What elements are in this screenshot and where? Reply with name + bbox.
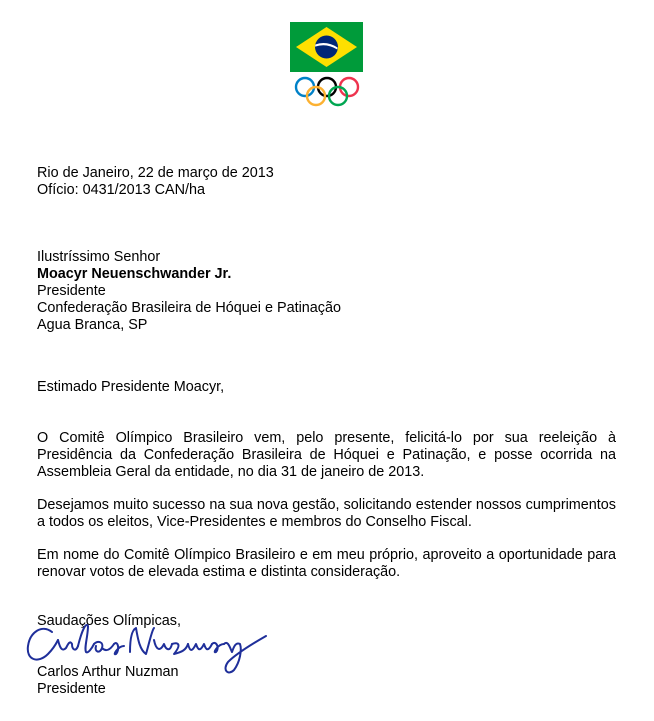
addressee-block	[37, 249, 341, 334]
signatory-title: Presidente	[37, 681, 106, 697]
olympic-rings-icon	[294, 76, 360, 108]
addressee-name: Moacyr Neuenschwander Jr.	[37, 266, 232, 282]
brazil-flag-icon	[290, 22, 363, 72]
letter-header	[37, 165, 274, 199]
reference-number: Ofício: 0431/2013 CAN/ha	[37, 182, 205, 198]
body-paragraph-3: Em nome do Comitê Olímpico Brasileiro e em meu próprio, aproveito a oportunidade para renovar votos de elevada estima e distinta consideração.	[37, 547, 616, 580]
signatory-block	[37, 664, 179, 698]
addressee-title: Presidente	[37, 283, 106, 299]
signatory-name: Carlos Arthur Nuzman	[37, 664, 179, 680]
place-date: Rio de Janeiro, 22 de março de 2013	[37, 165, 274, 181]
addressee-salutation: Ilustríssimo Senhor	[37, 249, 161, 265]
body-paragraph-2: Desejamos muito sucesso na sua nova gestão, solicitando estender nossos cumprimentos a todos os eleitos, Vice-Presidentes e membros do Conselho Fiscal.	[37, 497, 616, 530]
greeting: Estimado Presidente Moacyr,	[37, 379, 225, 395]
addressee-organization: Confederação Brasileira de Hóquei e Patinação	[37, 300, 341, 316]
body-paragraph-1: O Comitê Olímpico Brasileiro vem, pelo presente, felicitá-lo por sua reeleição à Presidência da Confederação Brasileira de Hóquei e Patinação, e posse ocorrida na Assembleia Geral da entidade, no dia 31 de janeiro de 2013.	[37, 430, 616, 480]
addressee-location: Agua Branca, SP	[37, 317, 148, 333]
valediction: Saudações Olímpicas,	[37, 613, 181, 629]
